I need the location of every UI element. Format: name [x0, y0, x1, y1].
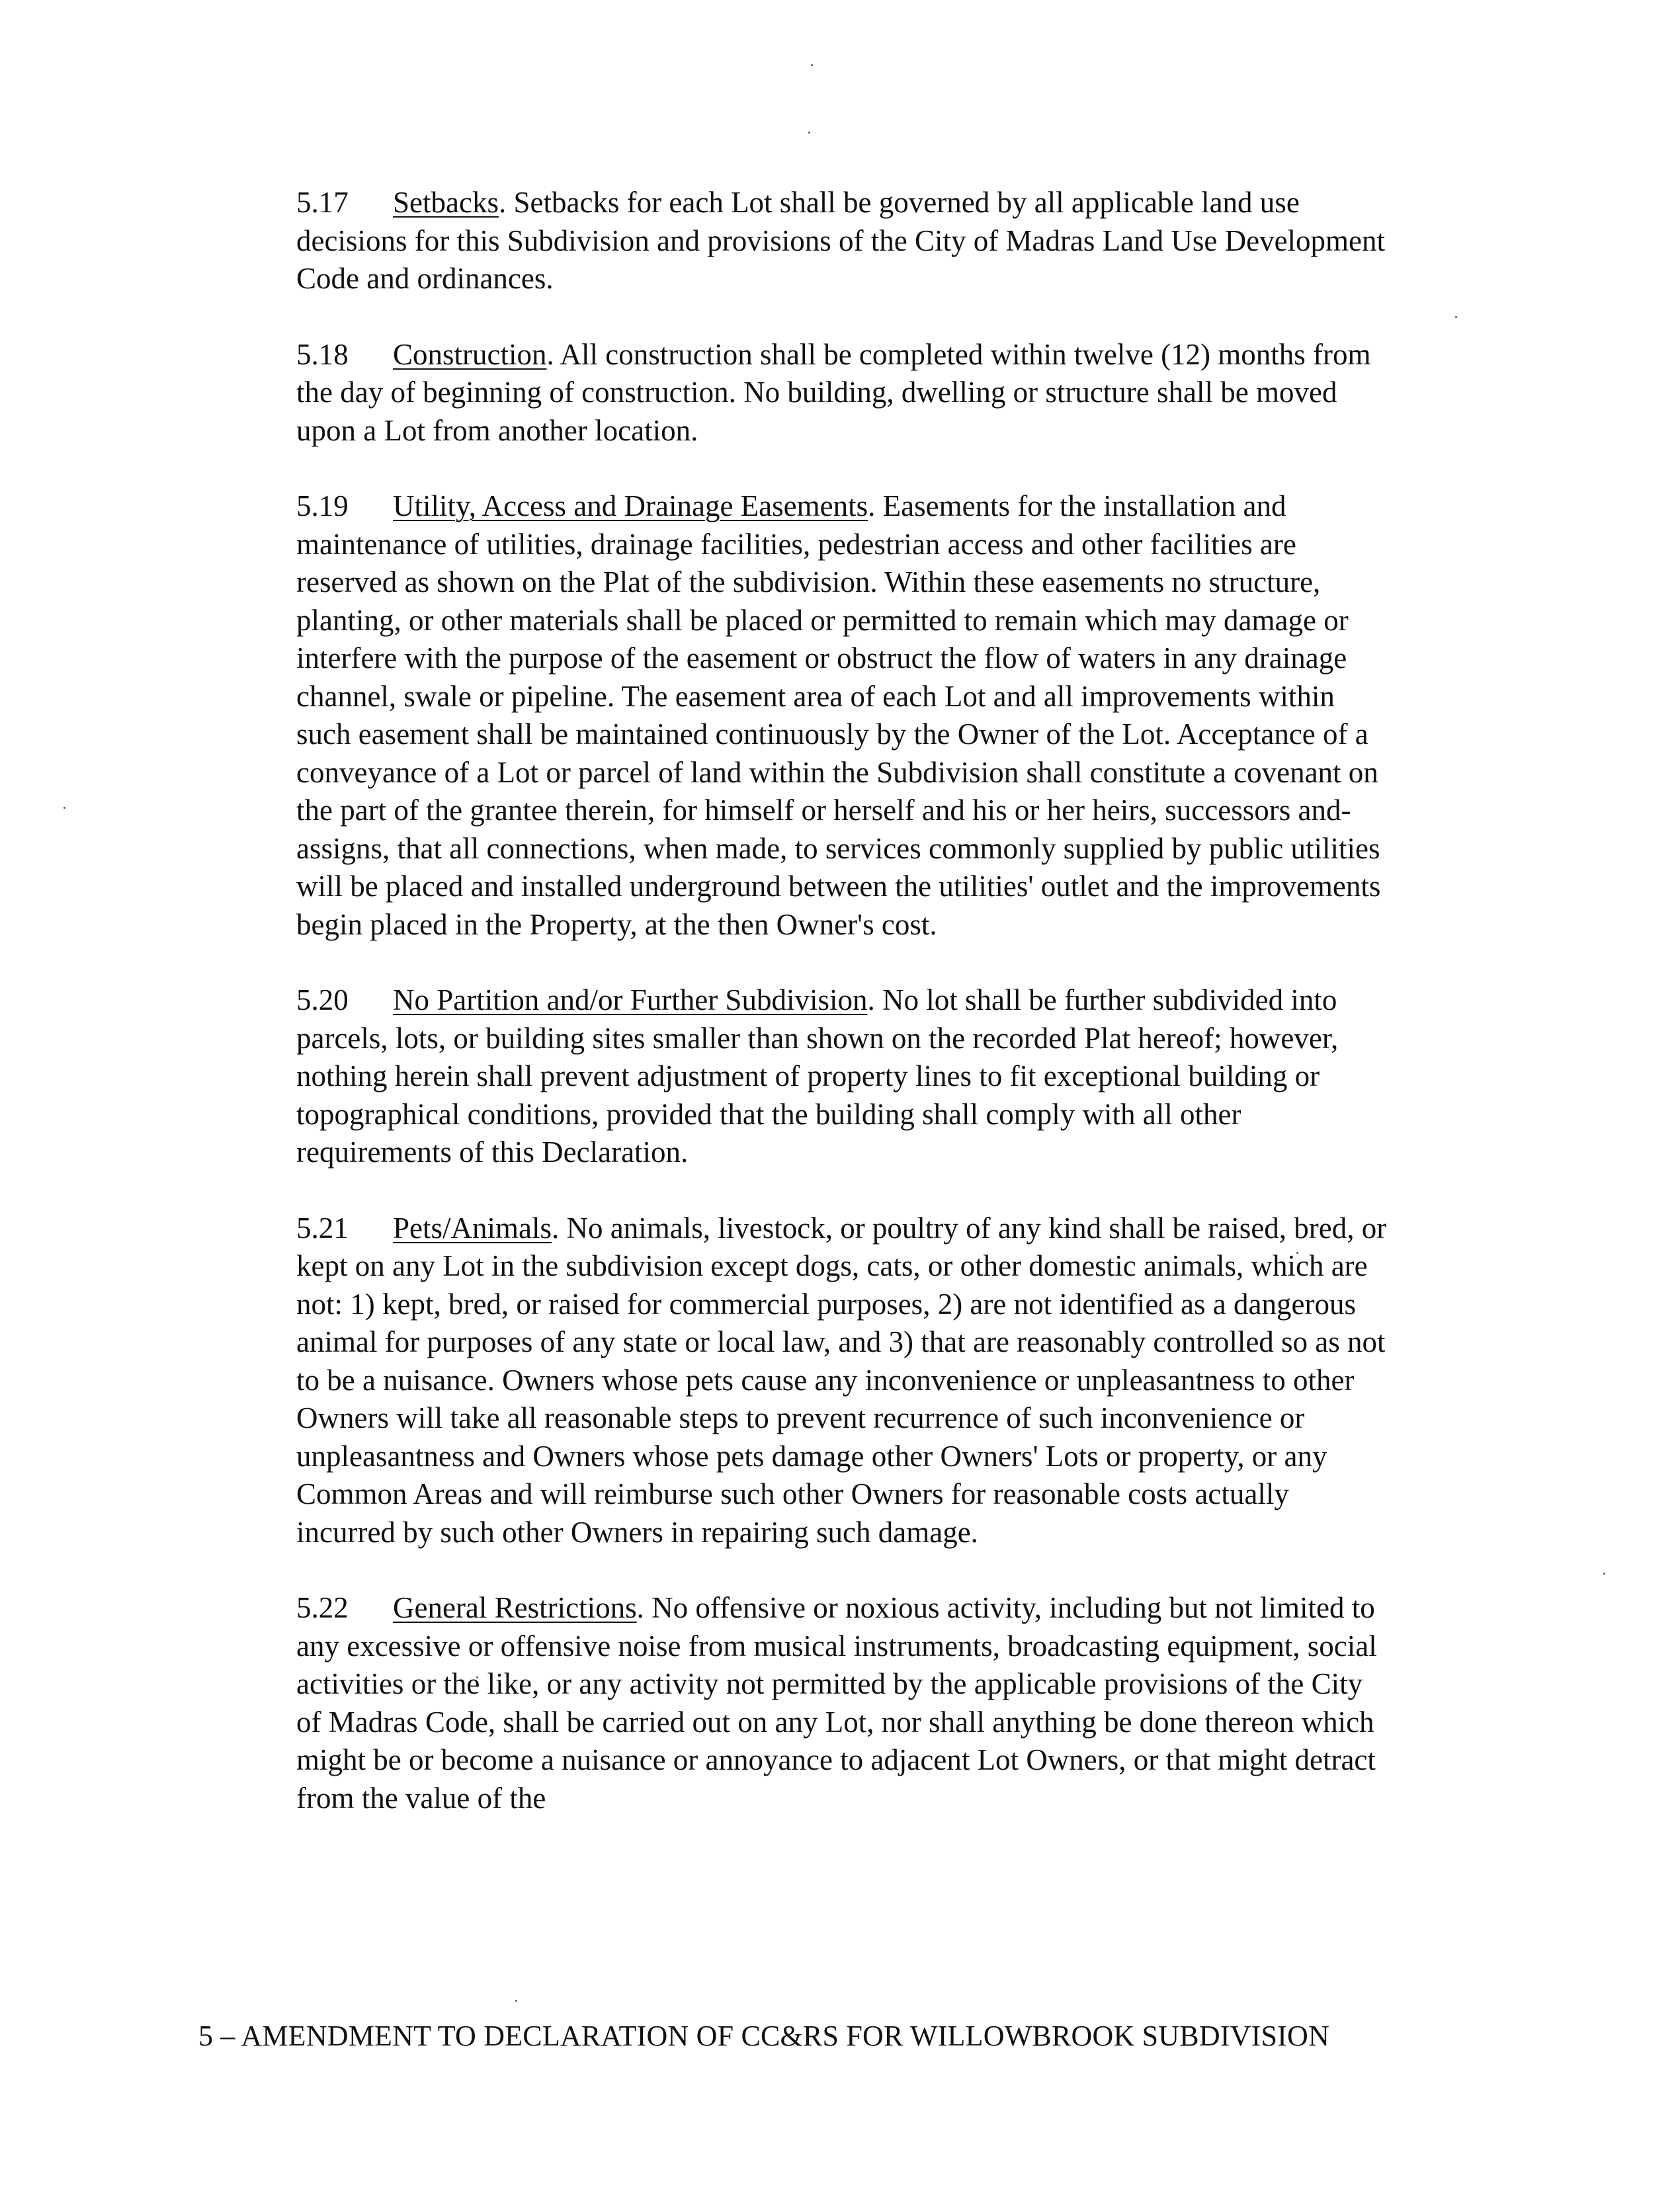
section-text: . Setbacks for each Lot shall be governed by all applicable land use decisions for this Subdivision and provisions of the City of Madras Land Use Development Code and ordinances. — [296, 186, 1386, 295]
scan-speck — [63, 807, 65, 809]
section-heading: Utility, Access and Drainage Easements — [393, 489, 868, 522]
section-text: . No lot shall be further subdivided into parcels, lots, or building sites smaller than shown on the recorded Plat hereof; however, nothing herein shall prevent adjustment of property lines to fit exceptional building or topographical conditions, provided that the building shall comply with all other requirements of this Declaration. — [296, 983, 1339, 1169]
section-number: 5.21 — [296, 1211, 349, 1245]
section-number: 5.17 — [296, 186, 349, 219]
section-number: 5.18 — [296, 337, 349, 371]
section-number: 5.22 — [296, 1591, 349, 1624]
section-text: . No animals, livestock, or poultry of any kind shall be raised, bred, or kept on any Lot in the subdivision except dogs, cats, or other domestic animals, which are not: 1) kept, bred, or raised for commercial purposes, 2) are not identified as a dangerous animal for purposes of any state or local law, and 3) that are reasonably controlled so as not to be a nuisance. Owners whose pets cause any inconvenience or unpleasantness to other Owners will take all reasonable steps to prevent recurrence of such inconvenience or unpleasantness and Owners whose pets damage other Owners' Lots or property, or any Common Areas and will reimburse such other Owners for reasonable costs actually incurred by such other Owners in repairing such damage. — [296, 1211, 1387, 1549]
page-footer: 5 – AMENDMENT TO DECLARATION OF CC&RS FOR WILLOWBROOK SUBDIVISION — [198, 2020, 1329, 2052]
section-text: . No offensive or noxious activity, including but not limited to any excessive or offensive noise from musical instruments, broadcasting equipment, social activities or the like, or any activity not permitted by the applicable provisions of the City of Madras Code, shall be carried out on any Lot, nor shall anything be done thereon which might be or become a nuisance or annoyance to adjacent Lot Owners, or that might detract from the value of the — [296, 1591, 1377, 1815]
section-heading: General Restrictions — [393, 1591, 637, 1624]
scan-speck — [811, 64, 813, 66]
section-heading: No Partition and/or Further Subdivision — [393, 983, 868, 1016]
section-heading: Pets/Animals — [393, 1211, 552, 1245]
section-heading: Setbacks — [393, 186, 499, 219]
section-5-17 — [296, 184, 1394, 298]
section-number: 5.19 — [296, 489, 349, 522]
section-heading: Construction — [393, 337, 547, 371]
section-5-21 — [296, 1210, 1394, 1552]
section-text: . All construction shall be completed within twelve (12) months from the day of beginning of construction. No building, dwelling or structure shall be moved upon a Lot from another location. — [296, 337, 1371, 447]
document-body — [296, 184, 1394, 1855]
section-5-22 — [296, 1589, 1394, 1817]
scan-speck — [1455, 316, 1457, 318]
scan-speck — [515, 2000, 517, 2002]
section-5-20 — [296, 981, 1394, 1172]
section-text: . Easements for the installation and maintenance of utilities, drainage facilities, pedestrian access and other facilities are reserved as shown on the Plat of the subdivision. Within these easements no structure, planting, or other materials shall be placed or permitted to remain which may damage or interfere with the purpose of the easement or obstruct the flow of waters in any drainage channel, swale or pipeline. The easement area of each Lot and all improvements within such easement shall be maintained continuously by the Owner of the Lot. Acceptance of a conveyance of a Lot or parcel of land within the Subdivision shall constitute a covenant on the part of the grantee therein, for himself or herself and his or her heirs, successors and- assigns, that all connections, when made, to services commonly supplied by public utilities will be placed and installed underground between the utilities' outlet and the improvements begin placed in the Property, at the then Owner's cost. — [296, 489, 1381, 941]
scan-speck — [1603, 1573, 1605, 1575]
section-number: 5.20 — [296, 983, 349, 1016]
scan-speck — [808, 132, 810, 134]
section-5-18 — [296, 336, 1394, 450]
section-5-19 — [296, 487, 1394, 944]
